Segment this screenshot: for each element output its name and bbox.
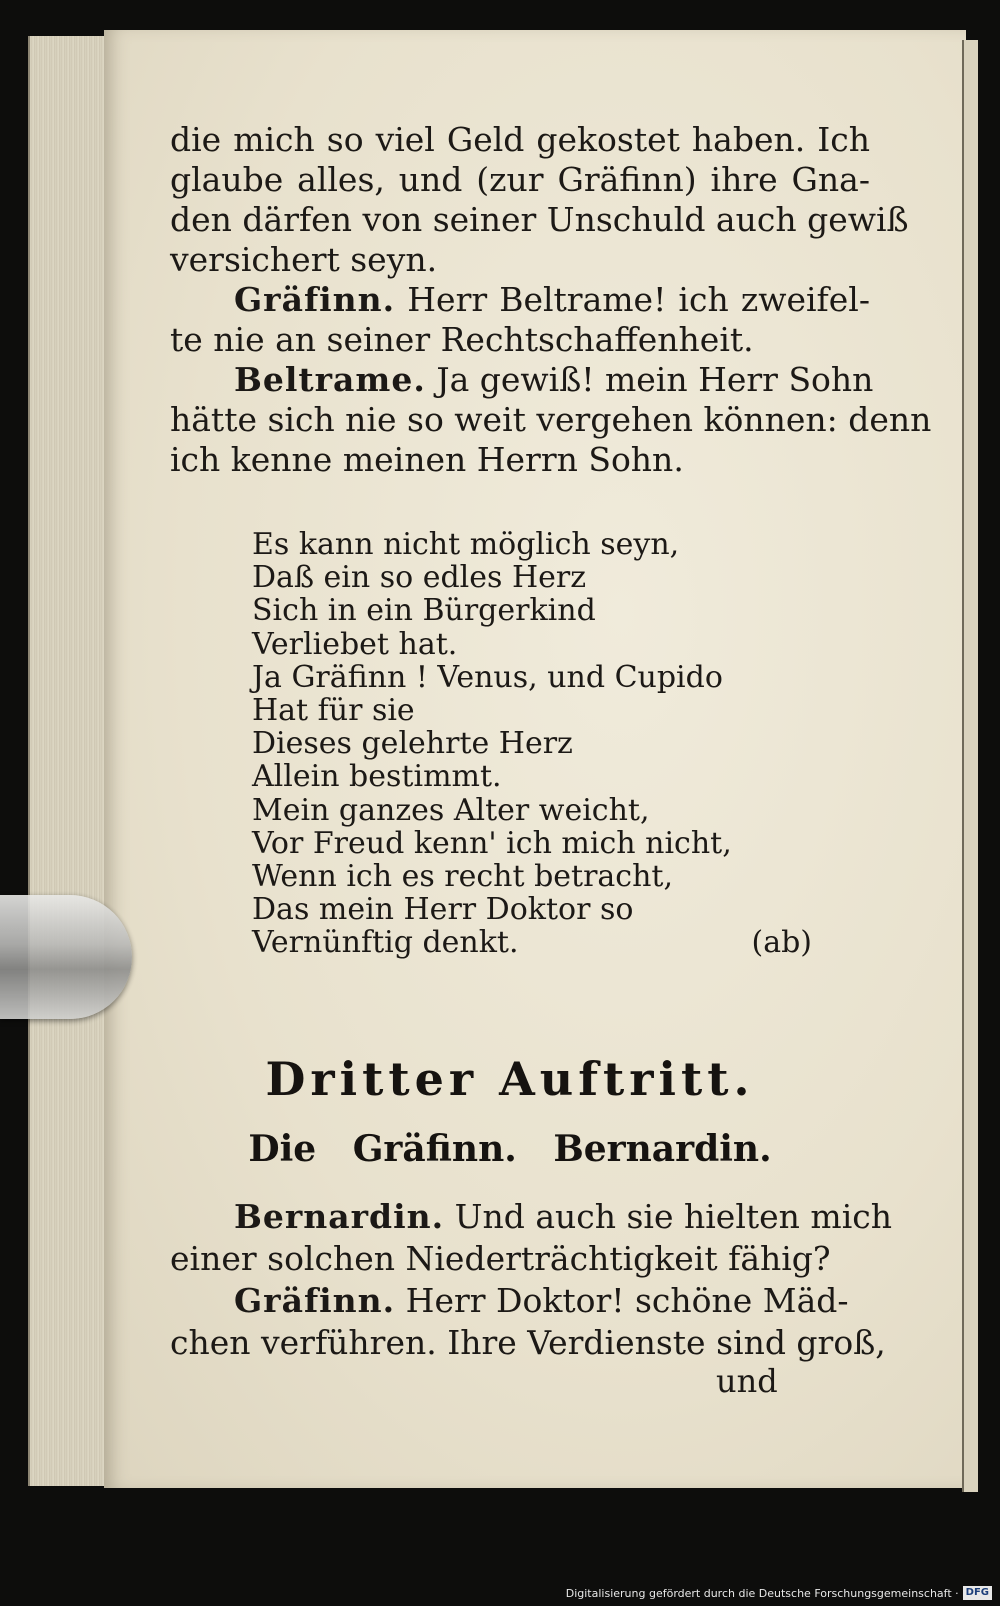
speech-line (170, 1280, 849, 1322)
verse-line: Sich in ein Bürgerkind (252, 593, 596, 629)
verse-line: Hat für sie (252, 693, 415, 729)
footer-text: Digitalisierung gefördert durch die Deutsche Forschungsgemeinschaft · (565, 1586, 959, 1600)
speaker-beltrame: Beltrame. (234, 360, 426, 399)
speech-line: einer solchen Niederträchtigkeit fähig? (170, 1239, 831, 1278)
scene-heading: Dritter Auftritt. (265, 1052, 755, 1106)
upper-text-block (170, 120, 932, 480)
speech-line: ich kenne meinen Herrn Sohn. (170, 440, 684, 479)
speech-line: te nie an seiner Rechtschaffenheit. (170, 320, 754, 359)
verse-line: Vor Freud kenn' ich mich nicht, (252, 825, 732, 861)
speech-text: Herr Doktor! schöne Mäd- (405, 1281, 849, 1320)
speech-text: Ja gewiß! mein Herr Sohn (436, 360, 874, 399)
verse-line: Daß ein so edles Herz (252, 560, 587, 596)
speech-line: chen verführen. Ihre Verdienste sind groß, (170, 1323, 886, 1362)
text-line: den därfen von seiner Unschuld auch gewiß (170, 200, 909, 239)
verse-line: Es kann nicht möglich seyn, (252, 527, 680, 562)
speaker-bernardin: Bernardin. (234, 1197, 445, 1236)
footer-credit (566, 1584, 992, 1602)
verse-line: Ja Gräfinn ! Venus, und Cupido (252, 659, 723, 695)
speaker-grafinn: Gräfinn. (234, 280, 396, 319)
verse-last-line (252, 926, 812, 959)
verse-line: Allein bestimmt. (252, 759, 502, 795)
speech-text: Und auch sie hielten mich (454, 1197, 892, 1236)
text-line: die mich so viel Geld gekostet haben. Ich (170, 120, 870, 159)
verse-line: Wenn ich es recht betracht, (252, 859, 674, 895)
verse-block (252, 528, 812, 960)
dfg-logo: DFG (963, 1586, 992, 1600)
speech-line (170, 280, 870, 320)
verse-line: Vernünftig denkt. (252, 925, 519, 961)
verse-line: Verliebet hat. (252, 626, 458, 662)
facing-page-edge (962, 40, 978, 1492)
verse-line: Das mein Herr Doktor so (252, 892, 634, 928)
speech-line (170, 360, 874, 400)
catchword: und (716, 1362, 778, 1400)
speech-line (170, 1196, 892, 1238)
speech-text: Herr Beltrame! ich zweifel- (407, 280, 870, 319)
text-line: glaube alles, und (zur Gräfinn) ihre Gna- (170, 160, 870, 199)
speech-line: hätte sich nie so weit vergehen können: denn (170, 400, 932, 439)
stage-direction: (ab) (751, 925, 812, 961)
verse-line: Dieses gelehrte Herz (252, 726, 573, 762)
lower-text-block (170, 1196, 892, 1364)
text-line: versichert seyn. (170, 240, 438, 279)
verse-line: Mein ganzes Alter weicht, (252, 792, 650, 828)
speaker-grafinn: Gräfinn. (234, 1281, 396, 1320)
page-clip (0, 895, 132, 1019)
persons-line: Die Gräfinn. Bernardin. (248, 1128, 772, 1170)
